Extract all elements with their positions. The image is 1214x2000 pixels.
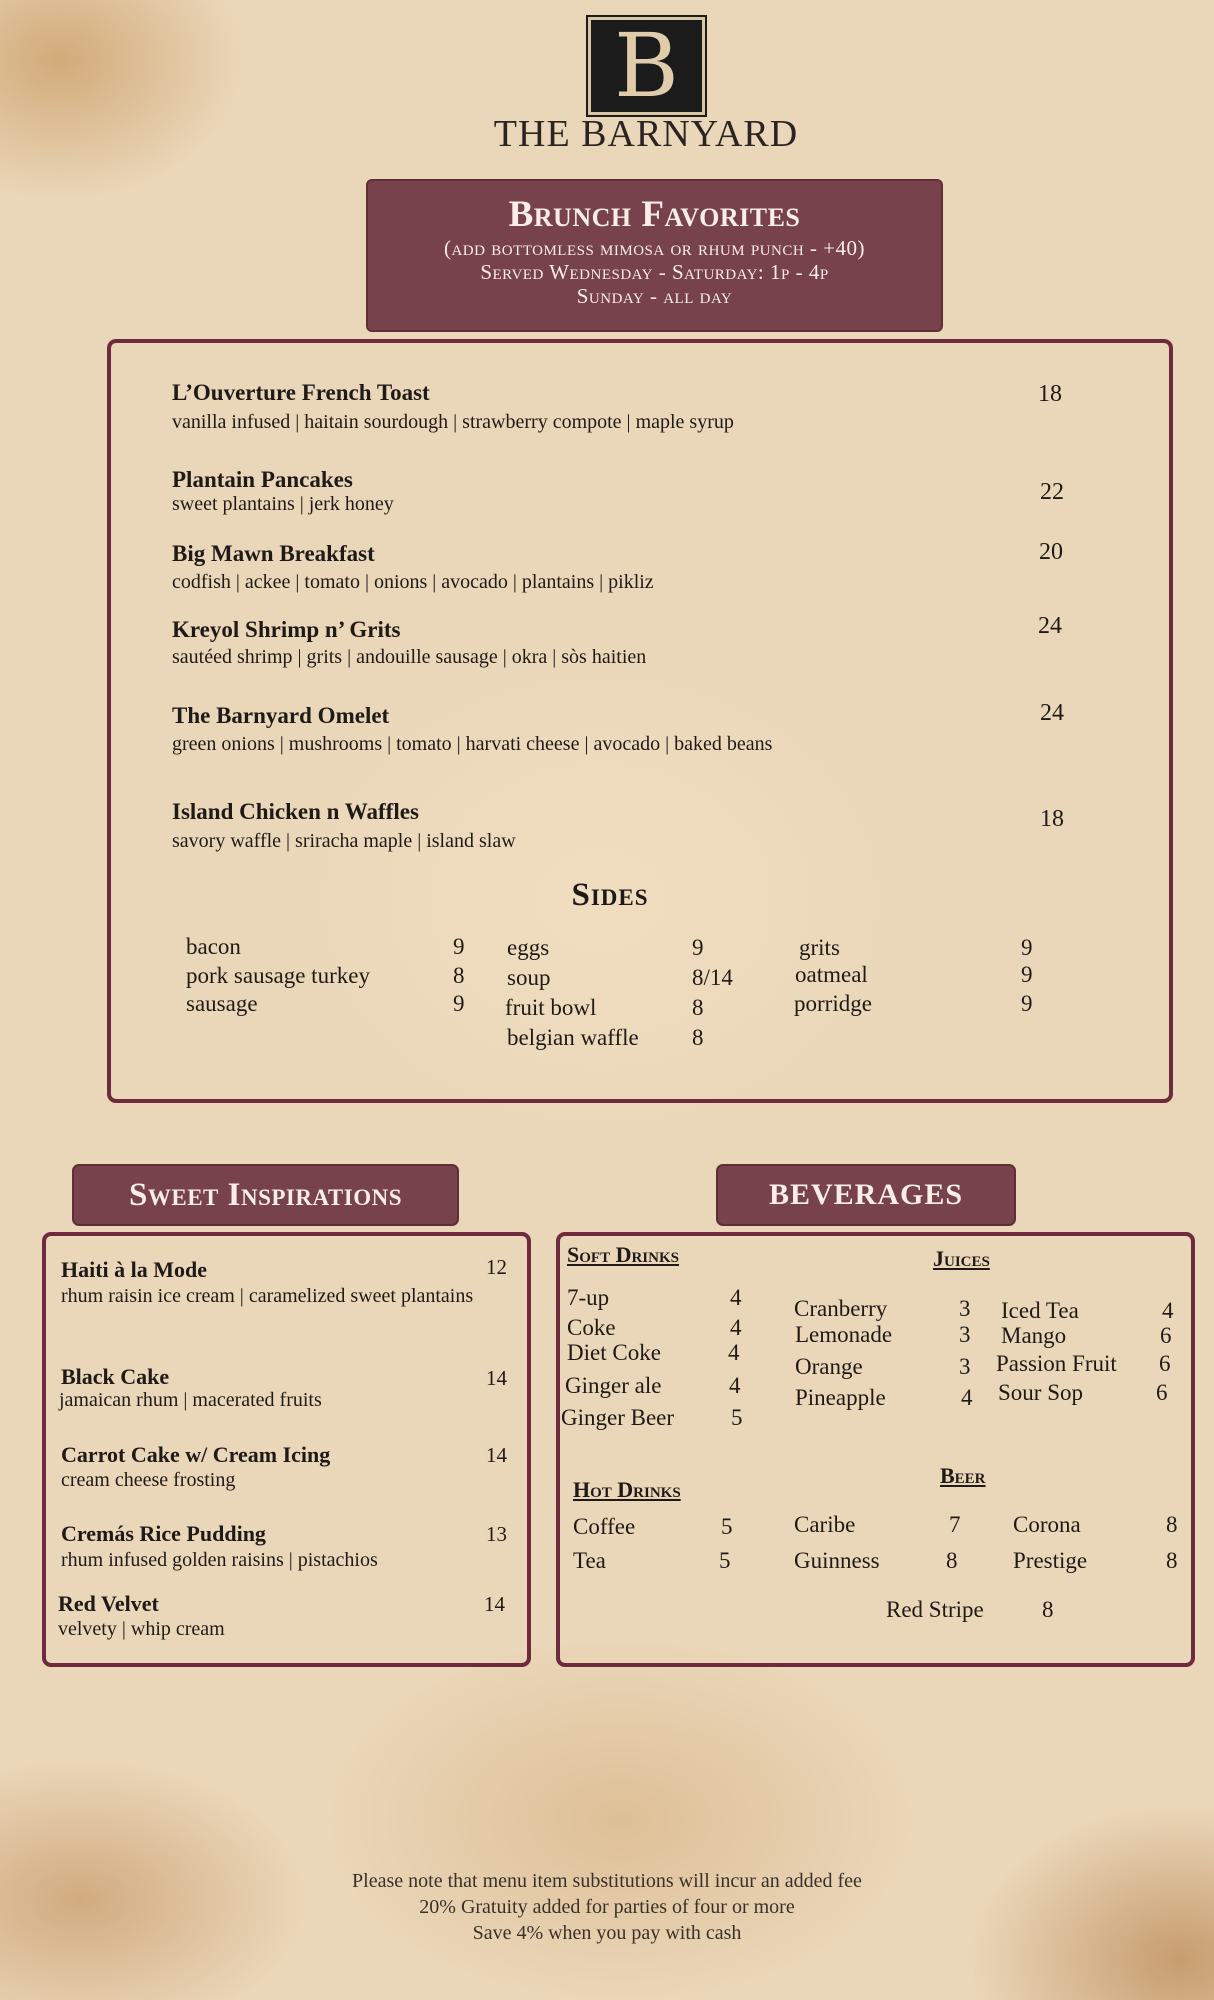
drink-name: Prestige <box>1013 1548 1088 1573</box>
menu-item-desc: green onions | mushrooms | tomato | harvati cheese | avocado | baked beans <box>172 733 773 755</box>
logo-letter: B <box>614 14 679 117</box>
menu-item-name: The Barnyard Omelet <box>172 703 390 728</box>
drink-name: Red Stripe <box>886 1597 984 1622</box>
side-price: 9 <box>453 934 465 959</box>
drink-price: 6 <box>1156 1380 1168 1405</box>
dessert-desc: rhum raisin ice cream | caramelized sweet plantains <box>61 1285 474 1307</box>
beverages-title: BEVERAGES <box>768 1178 964 1211</box>
drink-name: Cranberry <box>794 1296 888 1321</box>
menu-item-desc: sweet plantains | jerk honey <box>172 493 394 515</box>
drink-price: 5 <box>719 1548 731 1573</box>
side-name: belgian waffle <box>507 1025 639 1050</box>
drink-price: 3 <box>959 1354 971 1379</box>
menu-item-desc: vanilla infused | haitain sourdough | strawberry compote | maple syrup <box>172 411 734 433</box>
brunch-hours-weekday: Served Wednesday - Saturday: 1p - 4p <box>480 260 829 284</box>
side-name: eggs <box>507 935 550 960</box>
side-name: bacon <box>186 934 241 959</box>
menu-item-name: Big Mawn Breakfast <box>172 541 375 566</box>
drink-name: Ginger Beer <box>561 1405 675 1430</box>
drink-price: 5 <box>721 1514 733 1539</box>
dessert-desc: velvety | whip cream <box>58 1618 225 1640</box>
side-name: porridge <box>794 991 872 1016</box>
drink-name: Coffee <box>573 1514 636 1539</box>
side-name: pork sausage turkey <box>186 963 370 988</box>
side-price: 8/14 <box>692 965 733 990</box>
drink-price: 6 <box>1160 1323 1172 1348</box>
menu-item-price: 24 <box>1040 700 1064 726</box>
drink-name: Passion Fruit <box>996 1351 1117 1376</box>
drink-name: Orange <box>795 1354 863 1379</box>
side-price: 9 <box>453 991 465 1016</box>
drink-price: 8 <box>1166 1548 1178 1573</box>
side-price: 8 <box>692 1025 704 1050</box>
drink-name: Mango <box>1001 1323 1067 1348</box>
gratuity-note: 20% Gratuity added for parties of four or more <box>419 1896 795 1918</box>
drink-price: 8 <box>1042 1597 1054 1622</box>
drink-name: Coke <box>567 1315 616 1340</box>
drink-price: 4 <box>730 1285 742 1310</box>
drink-name: Ginger ale <box>565 1373 662 1398</box>
dessert-desc: jamaican rhum | macerated fruits <box>59 1389 322 1411</box>
menu-item-desc: codfish | ackee | tomato | onions | avocado | plantains | pikliz <box>172 571 654 593</box>
side-name: sausage <box>186 991 258 1016</box>
menu-item-price: 22 <box>1040 479 1064 505</box>
side-price: 9 <box>692 935 704 960</box>
drink-name: Iced Tea <box>1001 1298 1079 1323</box>
drink-price: 6 <box>1159 1351 1171 1376</box>
side-name: oatmeal <box>795 962 868 987</box>
menu-item-price: 18 <box>1040 806 1064 832</box>
sweet-inspirations-banner <box>72 1164 459 1226</box>
dessert-price: 14 <box>486 1366 507 1390</box>
dessert-name: Haiti à la Mode <box>61 1257 208 1282</box>
drink-price: 4 <box>728 1340 740 1365</box>
dessert-name: Cremás Rice Pudding <box>61 1521 266 1546</box>
restaurant-name: THE BARNYARD <box>493 113 799 155</box>
menu-item-desc: savory waffle | sriracha maple | island slaw <box>172 830 516 852</box>
drink-price: 7 <box>949 1512 961 1537</box>
drink-price: 5 <box>731 1405 743 1430</box>
soft-drinks-heading: Soft Drinks <box>567 1242 679 1267</box>
brunch-hours-sunday: Sunday - all day <box>576 284 733 308</box>
side-price: 8 <box>692 995 704 1020</box>
side-price: 9 <box>1021 962 1033 987</box>
drink-price: 4 <box>961 1385 973 1410</box>
drink-price: 4 <box>729 1373 741 1398</box>
brunch-addon-note: (add bottomless mimosa or rhum punch - +40) <box>443 236 865 260</box>
drink-name: Lemonade <box>795 1322 893 1347</box>
dessert-price: 12 <box>486 1255 507 1279</box>
side-price: 9 <box>1021 935 1033 960</box>
drink-price: 4 <box>730 1315 742 1340</box>
juices-heading: Juices <box>933 1246 990 1271</box>
dessert-name: Black Cake <box>61 1364 170 1389</box>
menu-item-desc: sautéed shrimp | grits | andouille sausage | okra | sòs haitien <box>172 646 647 668</box>
cash-discount-note: Save 4% when you pay with cash <box>472 1922 742 1944</box>
dessert-desc: rhum infused golden raisins | pistachios <box>61 1549 378 1571</box>
beverages-banner <box>716 1164 1016 1226</box>
drink-price: 4 <box>1162 1298 1174 1323</box>
side-price: 9 <box>1021 991 1033 1016</box>
drink-name: Diet Coke <box>567 1340 661 1365</box>
drink-name: 7-up <box>567 1285 610 1310</box>
sides-title: Sides <box>571 877 649 913</box>
side-price: 8 <box>453 963 465 988</box>
side-name: soup <box>507 965 551 990</box>
side-name: grits <box>799 935 840 960</box>
hot-drinks-heading: Hot Drinks <box>573 1477 681 1502</box>
beer-heading: Beer <box>940 1463 986 1488</box>
drink-name: Guinness <box>794 1548 880 1573</box>
menu-item-price: 20 <box>1039 539 1063 565</box>
dessert-price: 14 <box>486 1443 507 1467</box>
drink-name: Pineapple <box>795 1385 886 1410</box>
drink-name: Corona <box>1013 1512 1081 1537</box>
menu-item-name: Plantain Pancakes <box>172 467 353 492</box>
drink-name: Sour Sop <box>998 1380 1083 1405</box>
dessert-price: 14 <box>484 1592 505 1616</box>
footer-notes <box>200 1868 1014 1946</box>
drink-price: 3 <box>959 1296 971 1321</box>
menu-item-name: Island Chicken n Waffles <box>172 799 419 824</box>
dessert-desc: cream cheese frosting <box>61 1469 236 1491</box>
sweet-inspirations-title: Sweet Inspirations <box>129 1177 402 1213</box>
dessert-name: Carrot Cake w/ Cream Icing <box>61 1442 331 1467</box>
drink-name: Caribe <box>794 1512 856 1537</box>
brunch-banner <box>366 179 943 332</box>
menu-item-price: 18 <box>1038 381 1062 407</box>
drink-price: 3 <box>959 1322 971 1347</box>
drink-name: Tea <box>573 1548 606 1573</box>
substitution-note: Please note that menu item substitutions will incur an added fee <box>352 1870 862 1892</box>
dessert-name: Red Velvet <box>58 1591 159 1616</box>
logo-mark <box>588 14 705 117</box>
menu-item-name: L’Ouverture French Toast <box>172 380 430 405</box>
dessert-price: 13 <box>486 1522 507 1546</box>
menu-item-name: Kreyol Shrimp n’ Grits <box>172 617 401 642</box>
menu-item-price: 24 <box>1038 613 1062 639</box>
brunch-title: Brunch Favorites <box>508 194 801 235</box>
drink-price: 8 <box>946 1548 958 1573</box>
side-name: fruit bowl <box>505 995 597 1020</box>
drink-price: 8 <box>1166 1512 1178 1537</box>
